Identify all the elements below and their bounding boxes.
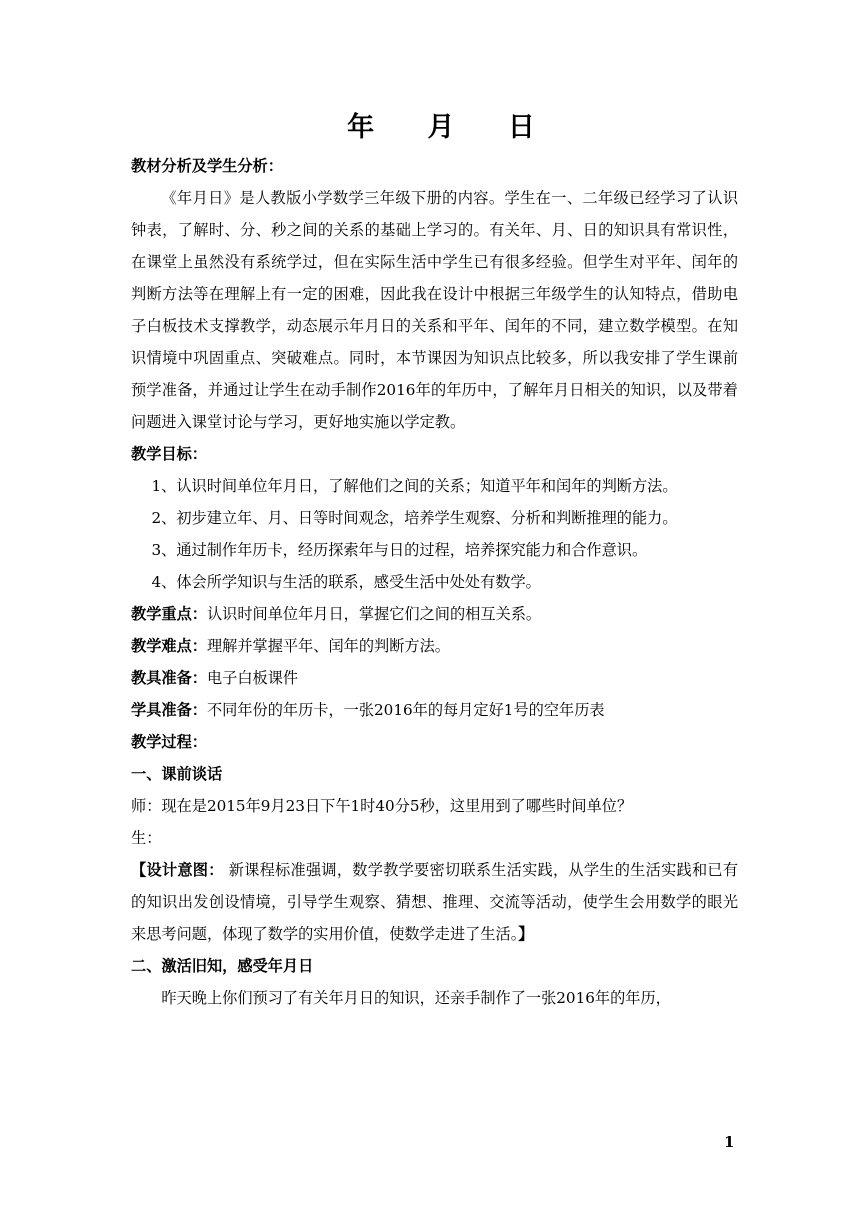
section-heading-analysis: 教材分析及学生分析： <box>131 157 283 175</box>
design-intent-close: 】 <box>518 925 534 943</box>
student-line: 生： <box>131 829 162 847</box>
design-intent-label: 【设计意图： <box>131 861 224 879</box>
goal-item: 2、初步建立年、月、日等时间观念，培养学生观察、分析和判断推理的能力。 <box>151 509 678 527</box>
design-intent-paragraph <box>131 854 738 950</box>
analysis-paragraph: 《年月日》是人教版小学数学三年级下册的内容。学生在一、二年级已经学习了认识钟表，了解时、分、秒之间的关系的基础上学习的。有关年、月、日的知识具有常识性，在课堂上虽然没有系统学过，但在实际生活中学生已有很多经验。但学生对平年、闰年的判断方法等在理解上有一定的困难，因此我在设计中根据三年级学生的认知特点，借助电子白板技术支撑教学，动态展示年月日的关系和平年、闰年的不同，建立数学模型。在知识情境中巩固重点、突破难点。同时，本节课因为知识点比较多，所以我安排了学生课前预学准备，并通过让学生在动手制作2016年的年历中，了解年月日相关的知识，以及带着问题进入课堂讨论与学习，更好地实施以学定教。 <box>131 189 738 431</box>
key-point-line <box>131 598 738 630</box>
difficulty-text: 理解并掌握平年、闰年的判断方法。 <box>206 637 450 655</box>
student-tools-line <box>131 694 738 726</box>
teacher-tools-text: 电子白板课件 <box>206 669 299 687</box>
key-point-text: 认识时间单位年月日，掌握它们之间的相互关系。 <box>206 605 542 623</box>
teacher-tools-label: 教具准备： <box>131 669 207 687</box>
student-tools-label: 学具准备： <box>131 701 207 719</box>
difficulty-line <box>131 630 738 662</box>
document-body <box>131 150 738 1014</box>
page-title: 年 月 日 <box>347 112 557 143</box>
section-heading-goals: 教学目标： <box>131 445 207 463</box>
teacher-tools-line <box>131 662 738 694</box>
part1-heading: 一、课前谈话 <box>131 765 223 783</box>
student-tools-text: 不同年份的年历卡，一张2016年的每月定好1号的空年历表 <box>206 701 605 719</box>
page-number: 1 <box>724 1133 735 1151</box>
goal-item: 3、通过制作年历卡，经历探索年与日的过程，培养探究能力和合作意识。 <box>151 541 648 559</box>
goal-item: 4、体会所学知识与生活的联系，感受生活中处处有数学。 <box>151 573 541 591</box>
teacher-line: 师：现在是2015年9月23日下午1时40分5秒，这里用到了哪些时间单位？ <box>131 797 633 815</box>
key-point-label: 教学重点： <box>131 605 207 623</box>
part2-paragraph: 昨天晚上你们预习了有关年月日的知识，还亲手制作了一张2016年的年历， <box>161 989 671 1007</box>
section-heading-process: 教学过程： <box>131 733 207 751</box>
goal-item: 1、认识时间单位年月日，了解他们之间的关系；知道平年和闰年的判断方法。 <box>151 477 678 495</box>
difficulty-label: 教学难点： <box>131 637 207 655</box>
design-intent-text: 新课程标准强调，数学教学要密切联系生活实践，从学生的生活实践和已有的知识出发创设情境，引导学生观察、猜想、推理、交流等活动，使学生会用数学的眼光来思考问题，体现了数学的实用价值，使数学走进了生活。 <box>131 861 739 943</box>
part2-heading: 二、激活旧知，感受年月日 <box>131 957 314 975</box>
